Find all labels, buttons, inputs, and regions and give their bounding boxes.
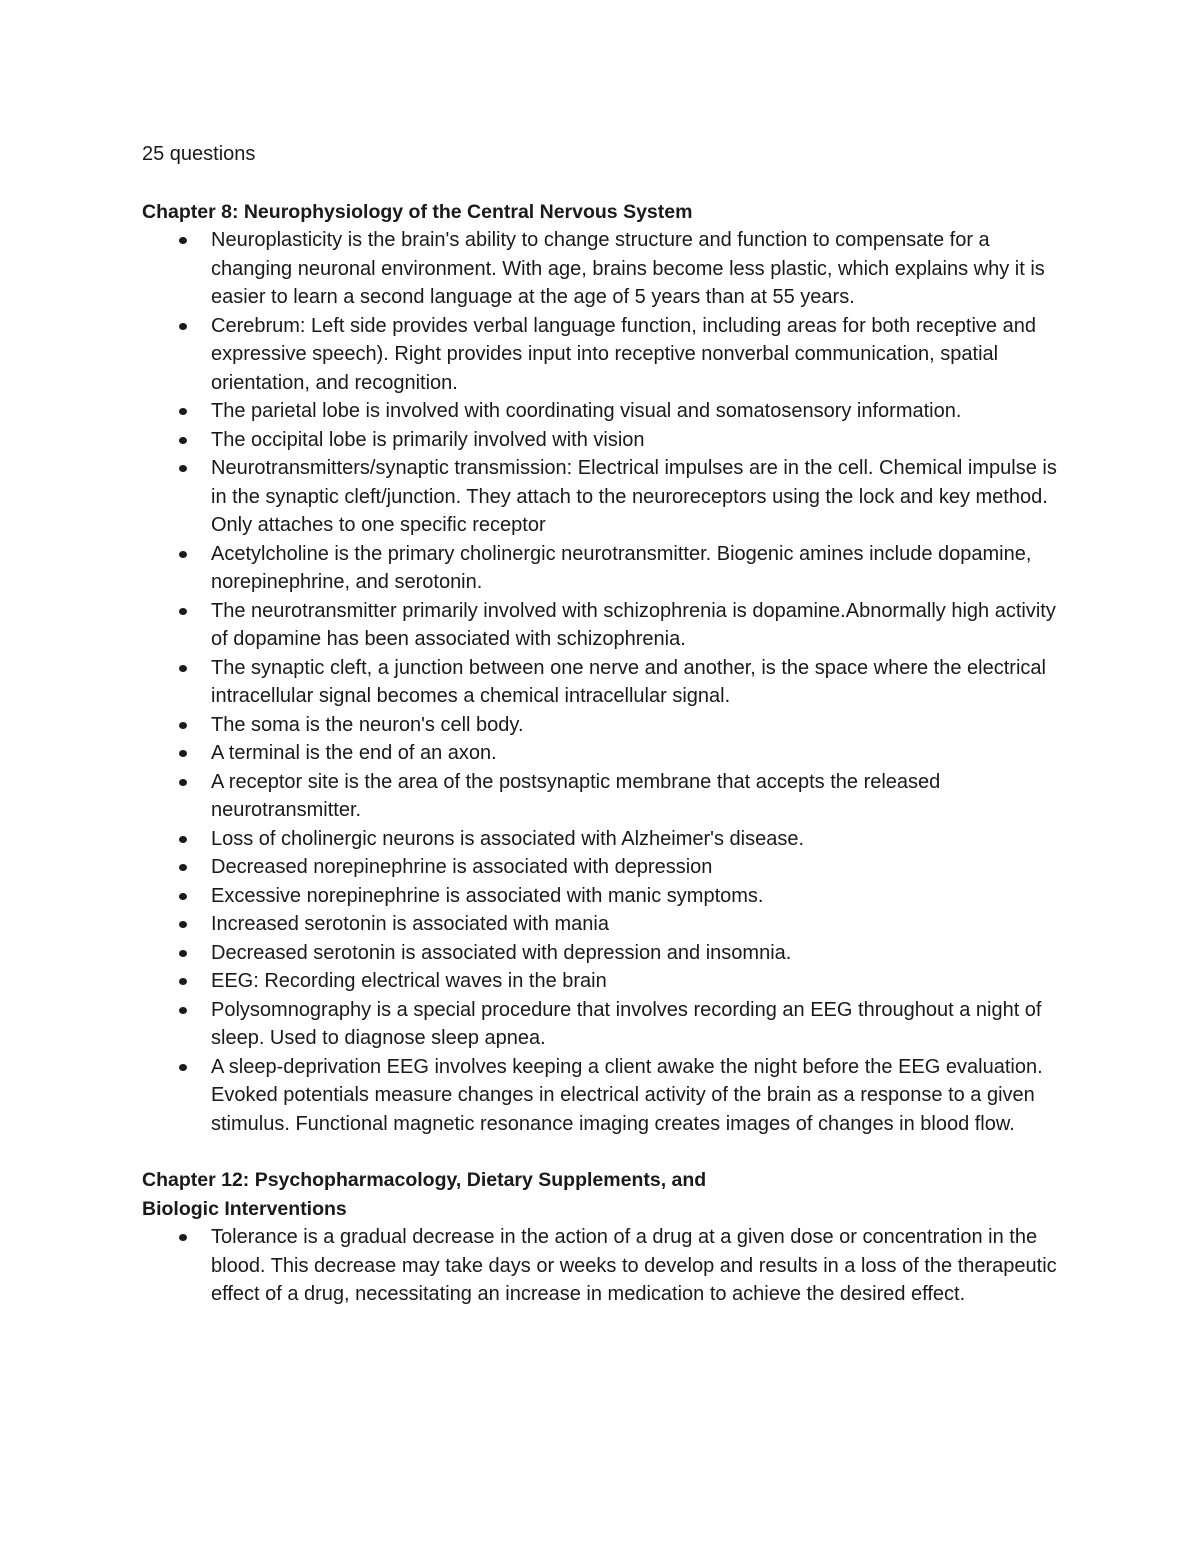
- bullet-icon: [179, 408, 187, 415]
- list-item-text: Polysomnography is a special procedure that involves recording an EEG throughout a night of sleep. Used to diagnose sleep apnea.: [211, 998, 1042, 1049]
- chapter-title: [142, 1166, 1062, 1223]
- list-item: [142, 1223, 1062, 1309]
- bullet-icon: [179, 1234, 187, 1241]
- bullet-icon: [179, 665, 187, 672]
- bullet-list: [142, 1223, 1062, 1309]
- bullet-icon: [179, 750, 187, 757]
- list-item-text: EEG: Recording electrical waves in the brain: [211, 970, 607, 992]
- list-item: [142, 540, 1062, 597]
- section-spacer: [142, 1138, 1062, 1166]
- bullet-icon: [179, 779, 187, 786]
- list-item: [142, 996, 1062, 1053]
- list-item-text: Neuroplasticity is the brain's ability to change structure and function to compensate for a changing neuronal environment. With age, brains become less plastic, which explains why it is easier to learn a second language at the age of 5 years than at 55 years.: [211, 229, 1045, 308]
- question-count: 25 questions: [142, 143, 256, 165]
- list-item-text: The synaptic cleft, a junction between one nerve and another, is the space where the electrical intracellular signal becomes a chemical intracellular signal.: [211, 656, 1046, 707]
- bullet-icon: [179, 237, 187, 244]
- chapter-title-line: Biologic Interventions: [142, 1197, 347, 1220]
- bullet-icon: [179, 551, 187, 558]
- list-item-text: Increased serotonin is associated with mania: [211, 913, 609, 935]
- bullet-icon: [179, 921, 187, 928]
- list-item-text: The soma is the neuron's cell body.: [211, 713, 524, 736]
- list-item-text: Decreased norepinephrine is associated with depression: [211, 856, 713, 878]
- list-item: [142, 312, 1062, 398]
- list-item-text: Tolerance is a gradual decrease in the action of a drug at a given dose or concentration in the blood. This decrease may take days or weeks to develop and results in a loss of the therapeutic effect of a drug, necessitating an increase in medication to achieve the desired effect.: [211, 1226, 1057, 1305]
- list-item-text: A receptor site is the area of the postsynaptic membrane that accepts the released neurotransmitter.: [211, 770, 941, 821]
- bullet-icon: [179, 950, 187, 957]
- bullet-icon: [179, 1064, 187, 1071]
- list-item: [142, 426, 1062, 455]
- list-item-text: Cerebrum: Left side provides verbal language function, including areas for both receptive and expressive speech). Right provides input into receptive nonverbal communication, spatial orientation, and recognition.: [211, 314, 1036, 394]
- list-item: [142, 853, 1062, 882]
- list-item: [142, 454, 1062, 540]
- bullet-icon: [179, 836, 187, 843]
- bullet-icon: [179, 978, 187, 985]
- list-item-text: A sleep-deprivation EEG involves keeping a client awake the night before the EEG evaluation. Evoked potentials measure changes in electrical activity of the brain as a response to a given stimulus. Functional magnetic resonance imaging creates images of changes in blood flow.: [211, 1055, 1043, 1135]
- list-item: [142, 910, 1062, 939]
- list-item: [142, 882, 1062, 911]
- section-chapter-12: [142, 1166, 1062, 1309]
- bullet-list: [142, 226, 1062, 1138]
- bullet-icon: [179, 722, 187, 729]
- chapter-title: [142, 198, 1062, 227]
- list-item-text: The occipital lobe is primarily involved with vision: [211, 428, 645, 451]
- document-content: [142, 140, 1062, 1309]
- list-item-text: The neurotransmitter primarily involved with schizophrenia is dopamine.Abnormally high activity of dopamine has been associated with schizophrenia.: [211, 599, 1056, 650]
- chapter-title-line: Chapter 8: Neurophysiology of the Central Nervous System: [142, 200, 693, 223]
- list-item: [142, 711, 1062, 740]
- bullet-icon: [179, 864, 187, 871]
- list-item: [142, 1053, 1062, 1139]
- list-item-text: Decreased serotonin is associated with depression and insomnia.: [211, 941, 792, 964]
- bullet-icon: [179, 437, 187, 444]
- list-item-text: A terminal is the end of an axon.: [211, 742, 497, 764]
- list-item: [142, 226, 1062, 312]
- chapter-title-line: Chapter 12: Psychopharmacology, Dietary Supplements, and: [142, 1169, 707, 1191]
- list-item-text: The parietal lobe is involved with coordinating visual and somatosensory information.: [211, 400, 962, 422]
- list-item: [142, 825, 1062, 854]
- list-item: [142, 967, 1062, 996]
- list-item: [142, 939, 1062, 968]
- bullet-icon: [179, 465, 187, 472]
- list-item: [142, 739, 1062, 768]
- list-item: [142, 597, 1062, 654]
- list-item-text: Acetylcholine is the primary cholinergic neurotransmitter. Biogenic amines include dopamine, norepinephrine, and serotonin.: [211, 542, 1032, 593]
- bullet-icon: [179, 608, 187, 615]
- bullet-icon: [179, 323, 187, 330]
- list-item: [142, 397, 1062, 426]
- list-item: [142, 654, 1062, 711]
- bullet-icon: [179, 893, 187, 900]
- list-item-text: Neurotransmitters/synaptic transmission: Electrical impulses are in the cell. Chemical impulse is in the synaptic cleft/junction. They attach to the neuroreceptors using the lock and key method. Only attaches to one specific receptor: [211, 457, 1057, 536]
- bullet-icon: [179, 1007, 187, 1014]
- list-item-text: Loss of cholinergic neurons is associated with Alzheimer's disease.: [211, 827, 805, 850]
- list-item: [142, 768, 1062, 825]
- list-item-text: Excessive norepinephrine is associated with manic symptoms.: [211, 884, 764, 907]
- section-chapter-8: [142, 198, 1062, 1139]
